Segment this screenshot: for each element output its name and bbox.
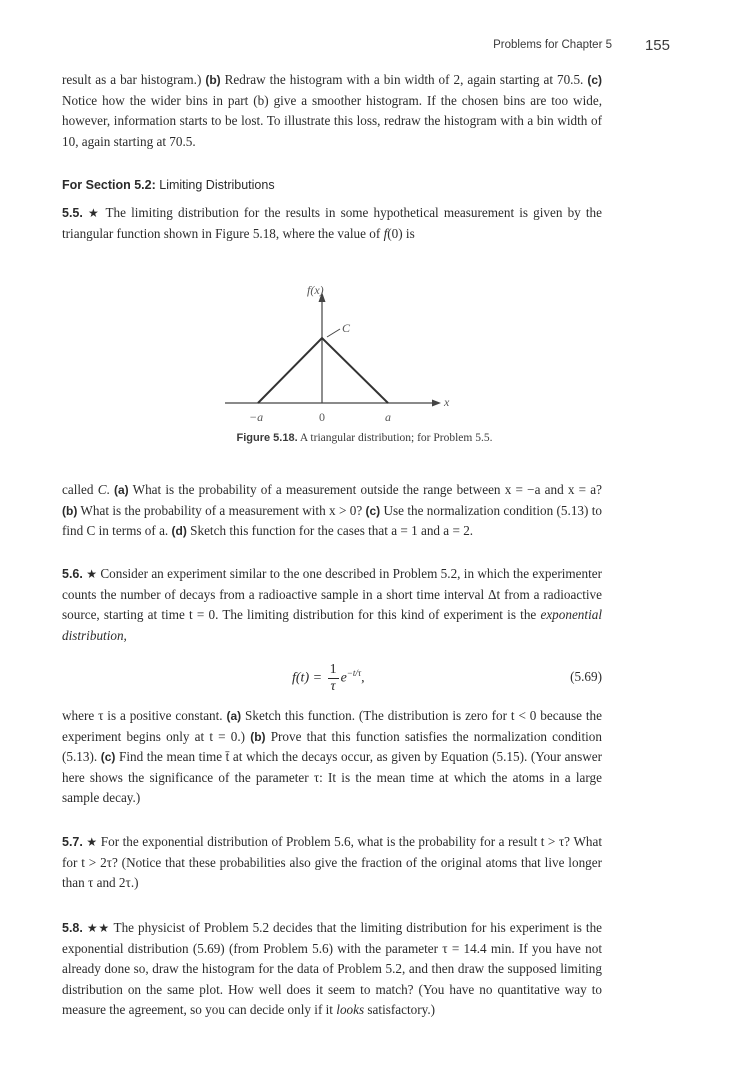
triangle-curve	[258, 338, 388, 403]
problem-text: Prove that this function satisfies the normalization condition (5.13).	[62, 728, 602, 764]
problem-text: (0) is	[387, 225, 415, 241]
caption-text: A triangular distribution; for Problem 5.5.	[297, 432, 493, 444]
section-heading	[62, 178, 275, 192]
problem-text: Sketch this function for the cases that a = 1 and a = 2.	[186, 523, 474, 538]
part-label: (d)	[171, 524, 187, 538]
triangular-distribution-plot	[0, 280, 729, 430]
equation-punctuation: ,	[361, 670, 365, 686]
peak-label: C	[342, 321, 351, 335]
equation-exponent: −t/τ	[346, 668, 362, 679]
part-label: (b)	[62, 503, 78, 518]
problem-5-6	[62, 564, 602, 646]
problem-text: Sketch this function. (The distribution is zero for t < 0 because the experiment begins only at t = 0.)	[62, 708, 602, 744]
part-label: (b)	[250, 729, 266, 744]
tick-label-neg-a: −a	[249, 410, 264, 424]
problem-text: satisfactory.)	[364, 1002, 436, 1017]
figure-caption	[0, 432, 729, 444]
part-label: (c)	[365, 503, 381, 518]
difficulty-stars: ★★	[86, 921, 110, 935]
tick-label-a: a	[385, 410, 391, 424]
emphasis-text: looks	[336, 1002, 365, 1017]
problem-text: called	[62, 482, 98, 497]
difficulty-stars: ★	[86, 567, 98, 581]
page-number: 155	[644, 37, 670, 54]
peak-pointer-line	[327, 329, 340, 337]
section-label: For Section 5.2:	[62, 178, 156, 192]
equation-5-69	[62, 660, 602, 696]
problem-5-5-continued	[62, 480, 602, 542]
problem-number: 5.6.	[62, 567, 83, 581]
equation-number: (5.69)	[570, 669, 602, 684]
problem-number: 5.8.	[62, 921, 83, 935]
fraction-denominator: τ	[330, 679, 336, 694]
part-label: (b)	[205, 73, 221, 87]
part-label: (c)	[587, 73, 602, 87]
problem-number: 5.7.	[62, 835, 83, 849]
equation-lhs: f(t) =	[292, 670, 326, 686]
problem-text: where τ is a positive constant.	[62, 708, 227, 723]
problem-text: What is the probability of a measurement with x > 0?	[77, 502, 366, 518]
equation-body	[292, 662, 365, 695]
caption-label: Figure 5.18.	[236, 432, 298, 444]
equation-fraction	[328, 662, 339, 695]
tick-label-zero: 0	[319, 410, 325, 424]
problem-5-8	[62, 918, 602, 1021]
page-header	[62, 38, 670, 56]
emphasis-text: exponential distribution,	[62, 607, 602, 643]
running-head: Problems for Chapter 5	[493, 39, 612, 51]
problem-text: .	[106, 482, 114, 497]
difficulty-stars: ★	[87, 206, 101, 220]
section-title: Limiting Distributions	[155, 178, 275, 192]
figure-5-18	[0, 280, 729, 430]
y-axis-label: f(x)	[307, 283, 324, 297]
intro-text: Notice how the wider bins in part (b) give a smoother histogram. If the chosen bins are too wide, however, information starts to be lost. To illustrate this loss, redraw the histogram with a bin width of 10, again starting at 70.5.	[62, 92, 602, 149]
part-label: (c)	[100, 750, 116, 764]
intro-text: Redraw the histogram with a bin width of 2, again starting at 70.5.	[220, 72, 588, 87]
equation-exp-base: e	[340, 670, 347, 686]
problem-text: For the exponential distribution of Problem 5.6, what is the probability for a result t > τ? What for t > 2τ? (Notice that these probabilities also give the fraction of the original atoms that live longer than τ and 2τ.)	[62, 834, 603, 890]
problem-5-7	[62, 832, 602, 894]
difficulty-stars: ★	[86, 835, 98, 849]
math-symbol: f	[383, 225, 388, 241]
intro-paragraph	[62, 70, 602, 152]
x-axis-arrowhead	[432, 400, 441, 407]
problem-number: 5.5.	[62, 206, 83, 220]
problem-5-6-continued	[62, 706, 602, 809]
math-symbol: C	[97, 482, 107, 497]
problem-text: What is the probability of a measurement outside the range between x = −a and x = a?	[128, 482, 603, 497]
fraction-numerator: 1	[329, 662, 337, 677]
x-axis-label: x	[444, 395, 450, 409]
problem-text: The physicist of Problem 5.2 decides that the limiting distribution for his experiment is the exponential distribution (5.69) (from Problem 5.6) with the parameter τ = 14.4 min. If you have not already done so, draw the histogram for the data of Problem 5.2, and then draw the supposed limiting distribution on the same plot. How well does it seem to match? (You have no quantitative way to measure the agreement, so you can decide only if it	[62, 920, 603, 1017]
problem-text: Consider an experiment similar to the one described in Problem 5.2, in which the experimenter counts the number of decays from a radioactive sample in a short time interval Δt from a radioactive source, starting at time t = 0. The limiting distribution for this kind of experiment is the	[62, 566, 602, 622]
problem-text: Find the mean time t̄ at which the decays occur, as given by Equation (5.15). (Your answer here shows the significance of the parameter τ: It is the mean time at which the atoms in a large sample decay.)	[62, 749, 602, 805]
part-label: (a)	[226, 709, 242, 723]
problem-text: Use the normalization condition (5.13) to find C in terms of a.	[62, 502, 602, 538]
intro-text: result as a bar histogram.)	[62, 72, 206, 87]
problem-text: The limiting distribution for the results in some hypothetical measurement is given by the triangular function shown in Figure 5.18, where the value of	[62, 205, 603, 241]
part-label: (a)	[113, 483, 129, 497]
problem-5-5-lead	[62, 203, 602, 244]
